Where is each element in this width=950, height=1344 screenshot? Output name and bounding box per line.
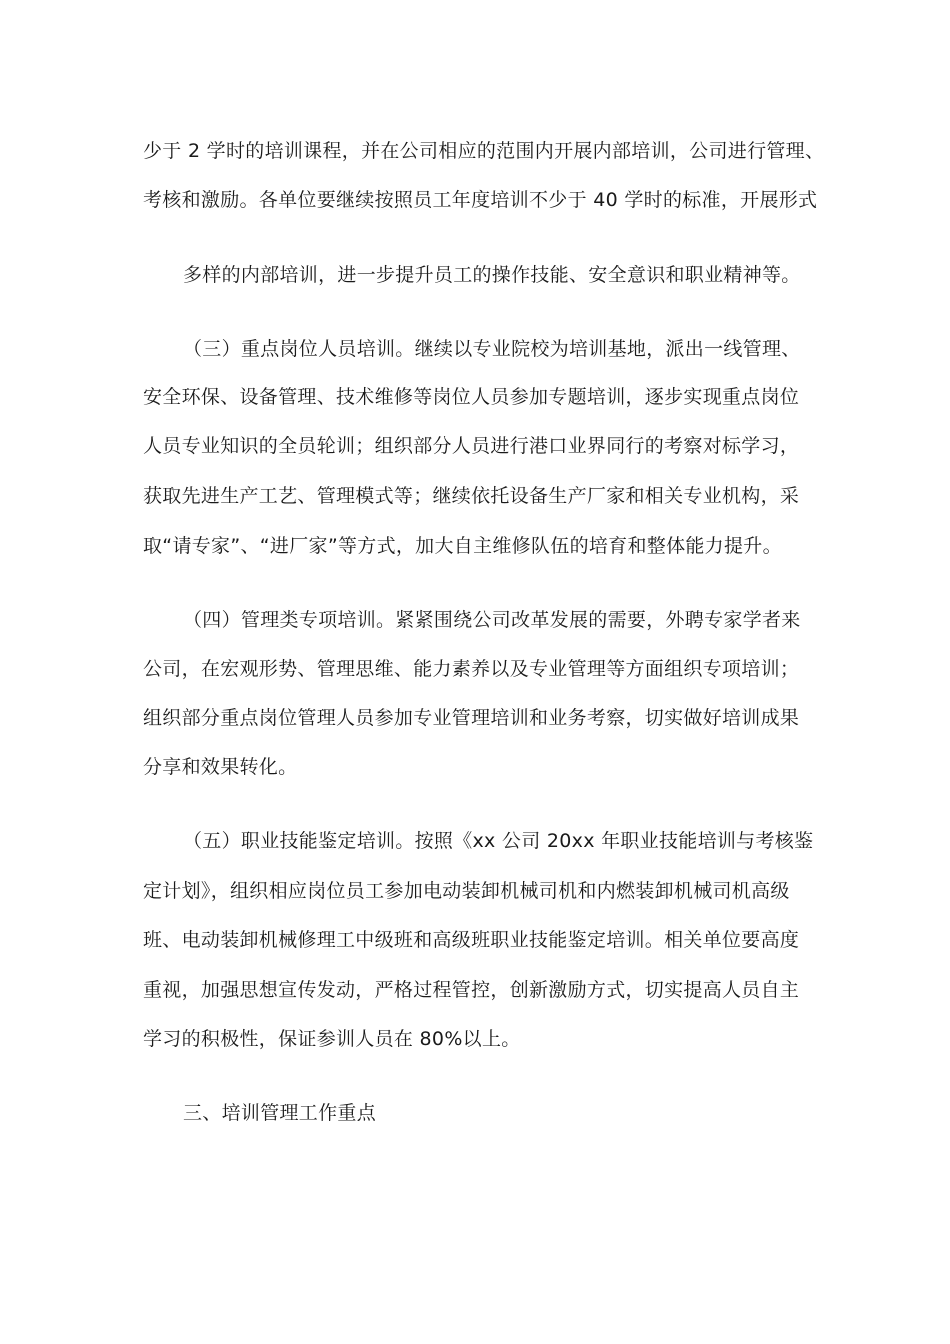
paragraph-line: 学习的积极性，保证参训人员在 80%以上。 (143, 1028, 521, 1050)
section-heading: 三、培训管理工作重点 (183, 1102, 377, 1124)
paragraph-line: 公司，在宏观形势、管理思维、能力素养以及专业管理等方面组织专项培训； (143, 658, 800, 680)
paragraph-line: 班、电动装卸机械修理工中级班和高级班职业技能鉴定培训。相关单位要高度 (143, 929, 800, 951)
paragraph-line: 定计划》，组织相应岗位员工参加电动装卸机械司机和内燃装卸机械司机高级 (143, 880, 790, 902)
paragraph-line: 多样的内部培训，进一步提升员工的操作技能、安全意识和职业精神等。 (183, 264, 801, 286)
paragraph-line: 人员专业知识的全员轮训；组织部分人员进行港口业界同行的考察对标学习， (143, 435, 800, 457)
paragraph-line: 少于 2 学时的培训课程，并在公司相应的范围内开展内部培训，公司进行管理、 (143, 140, 825, 162)
paragraph-line: 组织部分重点岗位管理人员参加专业管理培训和业务考察，切实做好培训成果 (143, 707, 800, 729)
paragraph-line: （四）管理类专项培训。紧紧围绕公司改革发展的需要，外聘专家学者来 (183, 609, 801, 631)
paragraph-line: 重视，加强思想宣传发动，严格过程管控，创新激励方式，切实提高人员自主 (143, 979, 800, 1001)
paragraph-line: 分享和效果转化。 (143, 756, 298, 778)
paragraph-line: 安全环保、设备管理、技术维修等岗位人员参加专题培训，逐步实现重点岗位 (143, 386, 800, 408)
paragraph-line: 考核和激励。各单位要继续按照员工年度培训不少于 40 学时的标准，开展形式 (143, 189, 818, 211)
paragraph-line: 获取先进生产工艺、管理模式等；继续依托设备生产厂家和相关专业机构，采 (143, 485, 800, 507)
paragraph-line: （三）重点岗位人员培训。继续以专业院校为培训基地，派出一线管理、 (183, 338, 801, 360)
paragraph-line: （五）职业技能鉴定培训。按照《xx 公司 20xx 年职业技能培训与考核鉴 (183, 830, 814, 852)
paragraph-line: 取“请专家”、“进厂家”等方式，加大自主维修队伍的培育和整体能力提升。 (143, 535, 782, 557)
